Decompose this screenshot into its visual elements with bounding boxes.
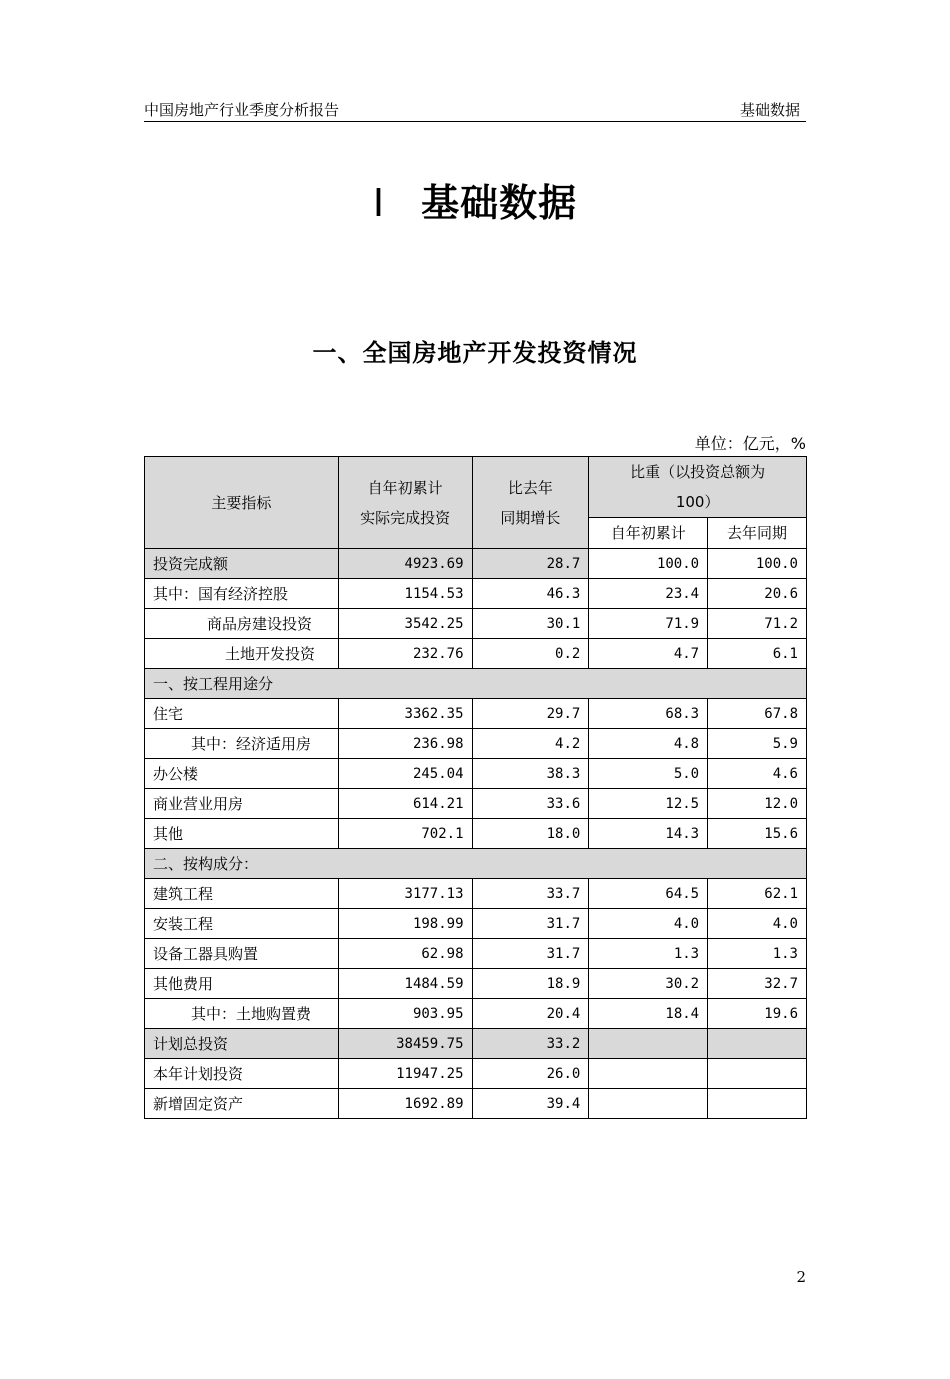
row-label: 土地开发投资 bbox=[145, 639, 339, 669]
table-row bbox=[145, 609, 807, 639]
cell-last: 32.7 bbox=[708, 969, 807, 999]
header-ytd-line1: 自年初累计 bbox=[367, 478, 443, 497]
header-share-ytd: 自年初累计 bbox=[589, 518, 708, 549]
header-growth-line2: 同期增长 bbox=[500, 508, 561, 527]
header-ytd-line2: 实际完成投资 bbox=[360, 508, 451, 527]
chapter-title bbox=[0, 172, 950, 227]
unit-label: 单位：亿元，% bbox=[694, 434, 806, 453]
cell-last: 100.0 bbox=[708, 549, 807, 579]
cell-share: 1.3 bbox=[589, 939, 708, 969]
table-section-row bbox=[145, 849, 807, 879]
row-label: 办公楼 bbox=[145, 759, 339, 789]
cell-growth: 39.4 bbox=[472, 1089, 589, 1119]
cell-growth: 46.3 bbox=[472, 579, 589, 609]
cell-share bbox=[589, 1029, 708, 1059]
cell-last: 20.6 bbox=[708, 579, 807, 609]
section-name: 基础数据 bbox=[739, 101, 800, 119]
cell-last: 4.0 bbox=[708, 909, 807, 939]
table-row bbox=[145, 1029, 807, 1059]
cell-growth: 4.2 bbox=[472, 729, 589, 759]
cell-share: 68.3 bbox=[589, 699, 708, 729]
investment-table bbox=[144, 456, 807, 1119]
table-row bbox=[145, 579, 807, 609]
row-label: 商品房建设投资 bbox=[145, 609, 339, 639]
cell-growth: 30.1 bbox=[472, 609, 589, 639]
header-indicator: 主要指标 bbox=[145, 457, 339, 549]
row-label: 其中：土地购置费 bbox=[145, 999, 339, 1029]
cell-share: 23.4 bbox=[589, 579, 708, 609]
table-row bbox=[145, 909, 807, 939]
cell-last: 19.6 bbox=[708, 999, 807, 1029]
cell-share: 64.5 bbox=[589, 879, 708, 909]
section-title: 一、全国房地产开发投资情况 bbox=[312, 339, 638, 367]
cell-last bbox=[708, 1059, 807, 1089]
cell-share: 14.3 bbox=[589, 819, 708, 849]
cell-share: 71.9 bbox=[589, 609, 708, 639]
cell-ytd: 3542.25 bbox=[338, 609, 472, 639]
table-row bbox=[145, 699, 807, 729]
cell-share: 18.4 bbox=[589, 999, 708, 1029]
cell-last: 5.9 bbox=[708, 729, 807, 759]
cell-ytd: 11947.25 bbox=[338, 1059, 472, 1089]
row-label: 投资完成额 bbox=[145, 549, 339, 579]
row-label: 其中：经济适用房 bbox=[145, 729, 339, 759]
row-label: 建筑工程 bbox=[145, 879, 339, 909]
row-label: 本年计划投资 bbox=[145, 1059, 339, 1089]
cell-growth: 33.7 bbox=[472, 879, 589, 909]
cell-share bbox=[589, 1089, 708, 1119]
cell-last: 71.2 bbox=[708, 609, 807, 639]
cell-growth: 31.7 bbox=[472, 909, 589, 939]
cell-growth: 0.2 bbox=[472, 639, 589, 669]
cell-share: 4.8 bbox=[589, 729, 708, 759]
table-row bbox=[145, 729, 807, 759]
cell-last: 4.6 bbox=[708, 759, 807, 789]
section-label: 一、按工程用途分 bbox=[145, 669, 807, 699]
cell-last: 62.1 bbox=[708, 879, 807, 909]
cell-growth: 28.7 bbox=[472, 549, 589, 579]
cell-ytd: 245.04 bbox=[338, 759, 472, 789]
row-label: 设备工器具购置 bbox=[145, 939, 339, 969]
header-share-line2: 100） bbox=[675, 493, 720, 511]
row-label: 计划总投资 bbox=[145, 1029, 339, 1059]
cell-share: 12.5 bbox=[589, 789, 708, 819]
chapter-number: I bbox=[372, 181, 386, 225]
header-growth bbox=[472, 457, 589, 549]
cell-ytd: 198.99 bbox=[338, 909, 472, 939]
table-row bbox=[145, 789, 807, 819]
row-label: 其他 bbox=[145, 819, 339, 849]
cell-last bbox=[708, 1089, 807, 1119]
row-label: 其中：国有经济控股 bbox=[145, 579, 339, 609]
cell-ytd: 702.1 bbox=[338, 819, 472, 849]
table-row bbox=[145, 1089, 807, 1119]
row-label: 商业营业用房 bbox=[145, 789, 339, 819]
cell-growth: 33.2 bbox=[472, 1029, 589, 1059]
cell-growth: 33.6 bbox=[472, 789, 589, 819]
table-section-row bbox=[145, 669, 807, 699]
cell-ytd: 62.98 bbox=[338, 939, 472, 969]
cell-last bbox=[708, 1029, 807, 1059]
header-growth-line1: 比去年 bbox=[507, 478, 553, 497]
chapter-title-text: 基础数据 bbox=[421, 181, 578, 225]
page-number: 2 bbox=[796, 1268, 806, 1286]
row-label: 安装工程 bbox=[145, 909, 339, 939]
running-header bbox=[144, 96, 806, 122]
table-row bbox=[145, 639, 807, 669]
cell-growth: 29.7 bbox=[472, 699, 589, 729]
cell-ytd: 3362.35 bbox=[338, 699, 472, 729]
cell-share: 30.2 bbox=[589, 969, 708, 999]
table-row bbox=[145, 969, 807, 999]
cell-share: 4.7 bbox=[589, 639, 708, 669]
row-label: 住宅 bbox=[145, 699, 339, 729]
table-row bbox=[145, 879, 807, 909]
cell-growth: 20.4 bbox=[472, 999, 589, 1029]
table-row bbox=[145, 939, 807, 969]
row-label: 其他费用 bbox=[145, 969, 339, 999]
cell-growth: 31.7 bbox=[472, 939, 589, 969]
cell-ytd: 614.21 bbox=[338, 789, 472, 819]
table-row bbox=[145, 819, 807, 849]
header-ytd bbox=[338, 457, 472, 549]
cell-ytd: 4923.69 bbox=[338, 549, 472, 579]
table-row bbox=[145, 549, 807, 579]
cell-ytd: 236.98 bbox=[338, 729, 472, 759]
header-share-last-year: 去年同期 bbox=[708, 518, 807, 549]
cell-share: 100.0 bbox=[589, 549, 708, 579]
cell-ytd: 38459.75 bbox=[338, 1029, 472, 1059]
report-title: 中国房地产行业季度分析报告 bbox=[144, 101, 340, 119]
table-row bbox=[145, 759, 807, 789]
cell-share: 4.0 bbox=[589, 909, 708, 939]
header-share bbox=[589, 457, 807, 518]
table-row bbox=[145, 999, 807, 1029]
cell-ytd: 903.95 bbox=[338, 999, 472, 1029]
header-share-line1: 比重（以投资总额为 bbox=[630, 463, 766, 481]
cell-ytd: 232.76 bbox=[338, 639, 472, 669]
cell-growth: 18.0 bbox=[472, 819, 589, 849]
cell-share: 5.0 bbox=[589, 759, 708, 789]
cell-last: 12.0 bbox=[708, 789, 807, 819]
cell-share bbox=[589, 1059, 708, 1089]
table-row bbox=[145, 1059, 807, 1089]
cell-ytd: 1484.59 bbox=[338, 969, 472, 999]
cell-growth: 26.0 bbox=[472, 1059, 589, 1089]
cell-growth: 18.9 bbox=[472, 969, 589, 999]
cell-ytd: 3177.13 bbox=[338, 879, 472, 909]
section-label: 二、按构成分： bbox=[145, 849, 807, 879]
cell-ytd: 1154.53 bbox=[338, 579, 472, 609]
cell-last: 6.1 bbox=[708, 639, 807, 669]
cell-growth: 38.3 bbox=[472, 759, 589, 789]
cell-last: 1.3 bbox=[708, 939, 807, 969]
cell-ytd: 1692.89 bbox=[338, 1089, 472, 1119]
row-label: 新增固定资产 bbox=[145, 1089, 339, 1119]
cell-last: 67.8 bbox=[708, 699, 807, 729]
cell-last: 15.6 bbox=[708, 819, 807, 849]
